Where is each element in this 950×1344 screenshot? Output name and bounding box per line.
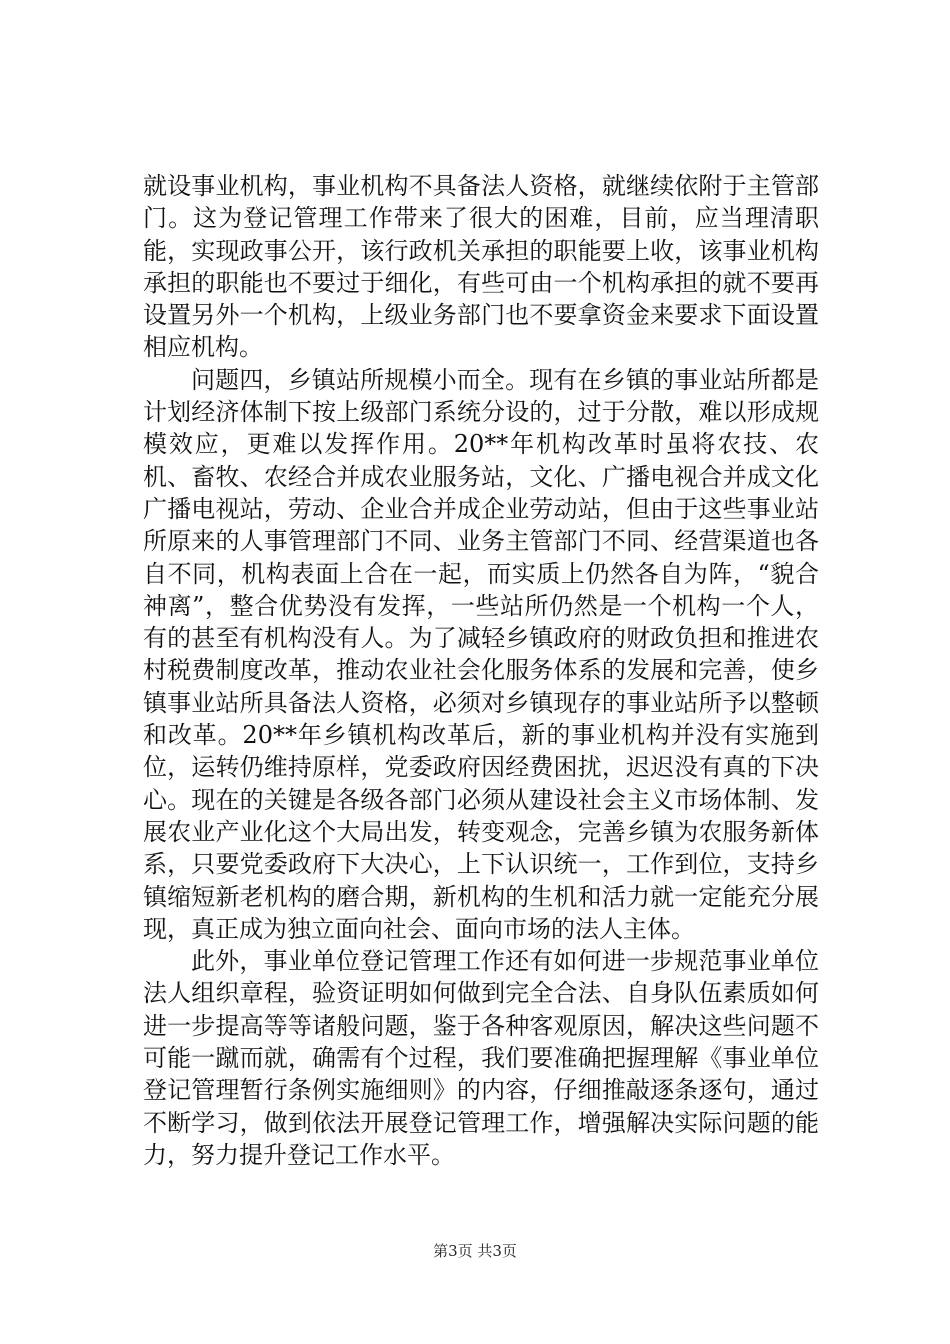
paragraph-continuation: 就设事业机构，事业机构不具备法人资格，就继续依附于主管部门。这为登记管理工作带来了很大的困难，目前，应当理清职能，实现政事公开，该行政机关承担的职能要上收，该事业机构承担的职能也不要过于细化，有些可由一个机构承担的就不要再设置另外一个机构，上级业务部门也不要拿资金来要求下面设置相应机构。 bbox=[143, 172, 819, 362]
paragraph-conclusion: 此外，事业单位登记管理工作还有如何进一步规范事业单位法人组织章程，验资证明如何做到完全合法、自身队伍素质如何进一步提高等等诸般问题，鉴于各种客观原因，解决这些问题不可能一蹴而就，确需有个过程，我们要准确把握理解《事业单位登记管理暂行条例实施细则》的内容，仔细推敲逐条逐句，通过不断学习，做到依法开展登记管理工作，增强解决实际问题的能力，努力提升登记工作水平。 bbox=[143, 947, 819, 1169]
paragraph-issue-four: 问题四，乡镇站所规模小而全。现有在乡镇的事业站所都是计划经济体制下按上级部门系统分设的，过于分散，难以形成规模效应，更难以发挥作用。20**年机构改革时虽将农技、农机、畜牧、农经合并成农业服务站，文化、广播电视合并成文化广播电视站，劳动、企业合并成企业劳动站，但由于这些事业站所原来的人事管理部门不同、业务主管部门不同、经营渠道也各自不同，机构表面上合在一起，而实质上仍然各自为阵，“貌合神离”，整合优势没有发挥，一些站所仍然是一个机构一个人，有的甚至有机构没有人。为了减轻乡镇政府的财政负担和推进农村税费制度改革，推动农业社会化服务体系的发展和完善，使乡镇事业站所具备法人资格，必须对乡镇现存的事业站所予以整顿和改革。20**年乡镇机构改革后，新的事业机构并没有实施到位，运转仍维持原样，党委政府因经费困扰，迟迟没有真的下决心。现在的关键是各级各部门必须从建设社会主义市场体制、发展农业产业化这个大局出发，转变观念，完善乡镇为农服务新体系，只要党委政府下大决心，上下认识统一，工作到位，支持乡镇缩短新老机构的磨合期，新机构的生机和活力就一定能充分展现，真正成为独立面向社会、面向市场的法人主体。 bbox=[143, 365, 819, 943]
document-body bbox=[143, 170, 819, 1171]
page-footer: 第3页 共3页 bbox=[433, 1242, 517, 1260]
